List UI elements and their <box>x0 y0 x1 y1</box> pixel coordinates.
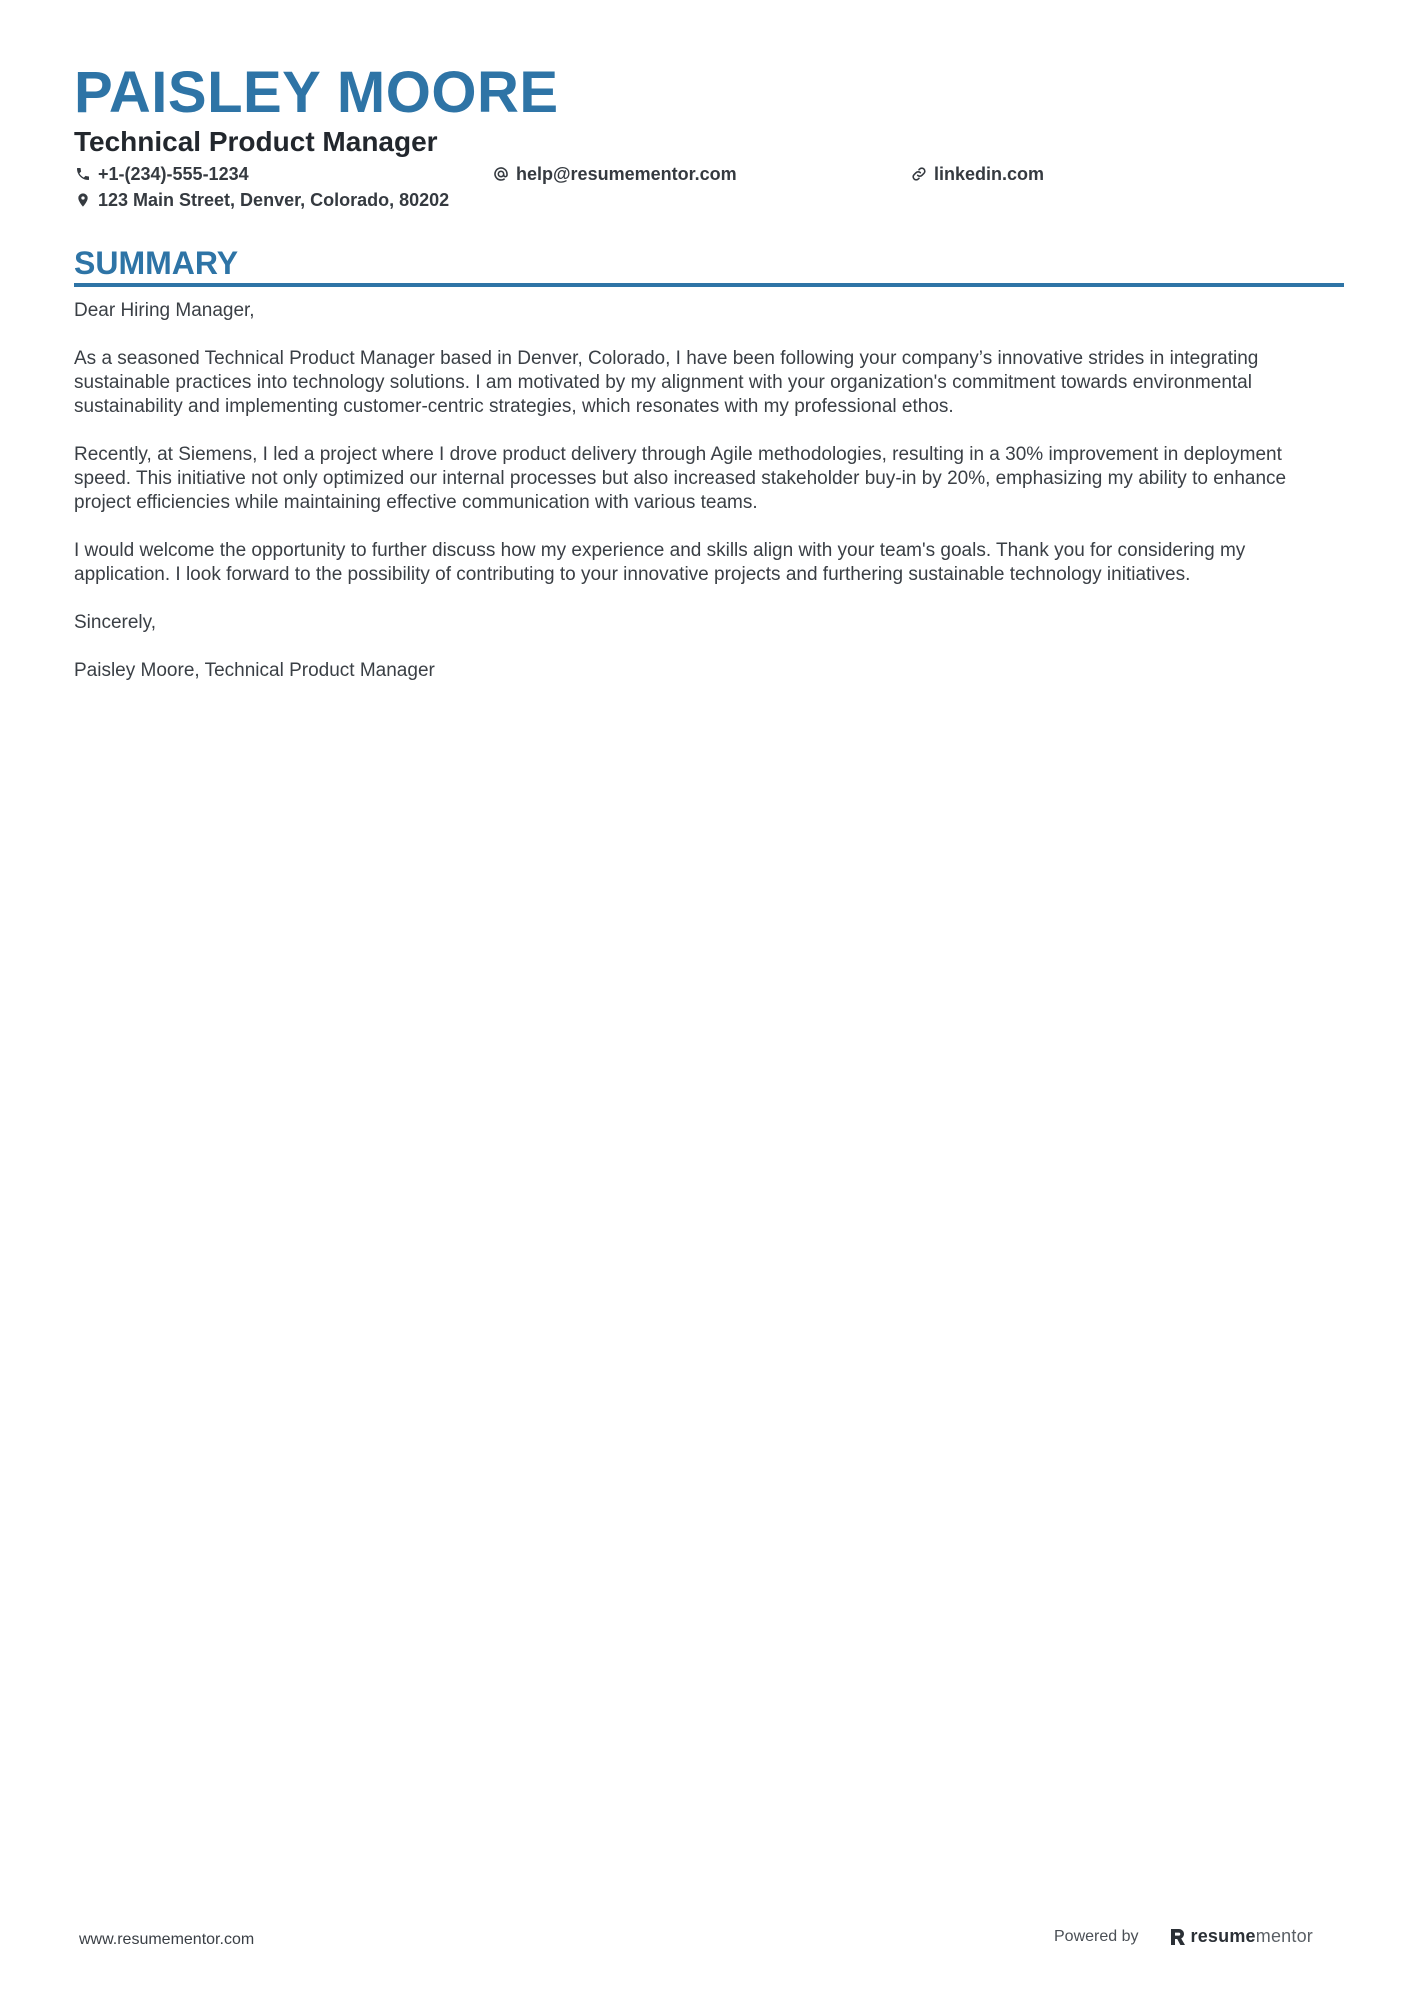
map-pin-icon <box>74 191 92 209</box>
letter-paragraph: Recently, at Siemens, I led a project where I drove product delivery through Agile methodologies, resulting in a 30% improvement in deployment speed. This initiative not only optimized our internal processes but also increased stakeholder buy-in by 20%, emphasizing my ability to enhance project efficiencies while maintaining effective communication with various teams. <box>74 444 1287 513</box>
resumementor-wordmark <box>1191 1926 1313 1947</box>
phone-icon <box>74 165 92 183</box>
resumementor-logo-icon <box>1169 1927 1187 1947</box>
footer-website[interactable]: www.resumementor.com <box>79 1931 255 1948</box>
email-text[interactable]: help@resumementor.com <box>516 164 737 184</box>
letter-closing: Sincerely, <box>74 612 157 633</box>
link-icon <box>910 165 928 183</box>
footer-branding <box>1054 1926 1313 1947</box>
letter-paragraph: As a seasoned Technical Product Manager based in Denver, Colorado, I have been following your company’s innovative strides in integrating sustainable practices into technology solutions. I am motivated by my alignment with your organization's commitment towards environmental sustainability and implementing customer-centric strategies, which resonates with my professional ethos. <box>74 348 1259 417</box>
letter-salutation: Dear Hiring Manager, <box>74 300 255 321</box>
contact-address <box>74 189 449 211</box>
brand-light: mentor <box>1255 1926 1313 1946</box>
section-divider <box>74 283 1344 287</box>
section-heading-summary: SUMMARY <box>74 245 239 281</box>
brand-bold: resume <box>1190 1926 1256 1946</box>
phone-text: +1-(234)-555-1234 <box>98 164 249 184</box>
contact-phone <box>74 163 249 185</box>
letter-paragraph: I would welcome the opportunity to further discuss how my experience and skills align with your team's goals. Thank you for considering my application. I look forward to the possibility of contributing to your innovative projects and furthering sustainable technology initiatives. <box>74 540 1246 585</box>
address-text: 123 Main Street, Denver, Colorado, 80202 <box>98 190 450 210</box>
candidate-title: Technical Product Manager <box>74 126 438 157</box>
candidate-name: PAISLEY MOORE <box>74 60 559 125</box>
powered-by-label: Powered by <box>1054 1927 1139 1945</box>
letter-signature: Paisley Moore, Technical Product Manager <box>74 660 435 681</box>
at-icon <box>492 165 510 183</box>
linkedin-text[interactable]: linkedin.com <box>934 164 1045 184</box>
contact-linkedin <box>910 163 1044 185</box>
cover-letter-body <box>74 299 1344 707</box>
contact-email <box>492 163 737 185</box>
